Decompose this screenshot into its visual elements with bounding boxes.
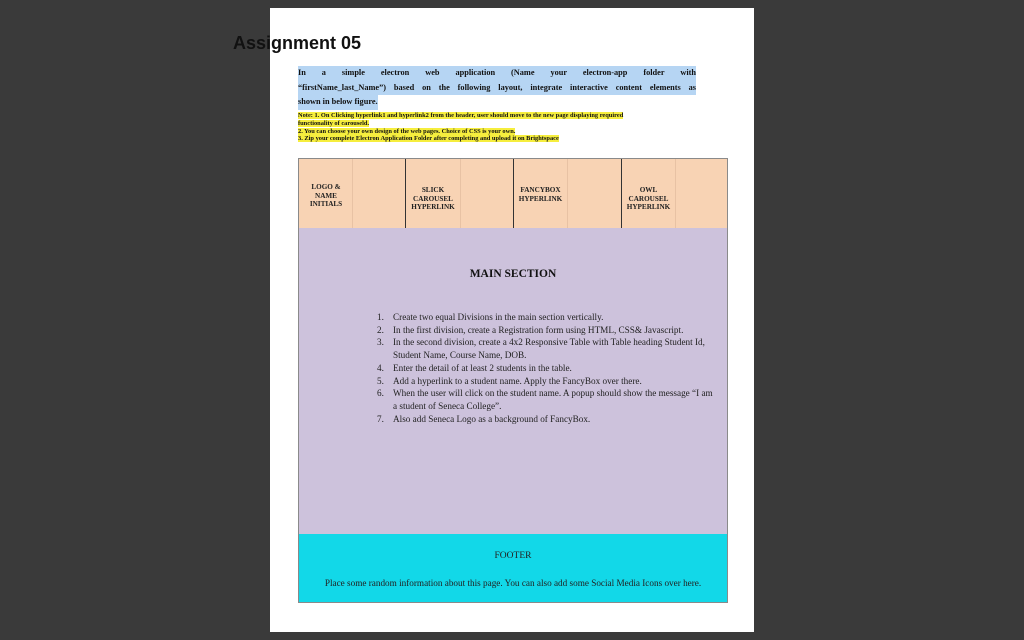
notes-block [298, 112, 708, 143]
header-slick-line: SLICK [421, 186, 445, 194]
footer-text: Place some random information about this page. You can also add some Social Media Icons over here. [324, 578, 702, 588]
footer-title: FOOTER [494, 551, 532, 561]
list-item-number: 5. [377, 375, 384, 386]
list-item-number: 4. [377, 362, 384, 373]
header-divider [460, 159, 461, 228]
list-item-number: 3. [377, 337, 384, 348]
list-item-text: Add a hyperlink to a student name. Apply the FancyBox over there. [393, 375, 642, 386]
header-owl-line: CAROUSEL [628, 194, 669, 203]
list-item-text: Also add Seneca Logo as a background of FancyBox. [393, 413, 591, 424]
note-line: Note: 1. On Clicking hyperlink1 and hyperlink2 from the header, user should move to the new page displaying required [298, 112, 624, 119]
note-line: functionality of carouseld. [298, 119, 370, 127]
list-item-text: In the second division, create a 4x2 Responsive Table with Table heading Student Id, Student Name, Course Name, DOB. [393, 337, 705, 361]
list-item-number: 2. [377, 324, 384, 335]
header-slick-line: HYPERLINK [411, 203, 455, 212]
list-item [377, 324, 717, 337]
list-item [377, 387, 717, 412]
header-slick-carousel-link [407, 186, 459, 212]
header-fancybox-line: HYPERLINK [518, 194, 563, 203]
list-item-number: 7. [377, 413, 384, 424]
instructions-list [377, 311, 717, 425]
header-divider [352, 159, 353, 228]
intro-line: “firstName_last_Name”) based on the following layout, integrate interactive content elements as [298, 81, 696, 96]
note-line: 2. You can choose your own design of the web pages. Choice of CSS is your own. [298, 127, 516, 135]
list-item [377, 336, 717, 361]
header-owl-line: OWL [639, 186, 658, 194]
main-section-title: MAIN SECTION [469, 268, 557, 280]
layout-main-section [299, 228, 727, 534]
list-item [377, 375, 717, 388]
header-logo-line: LOGO & [311, 183, 341, 191]
list-item-number: 1. [377, 312, 384, 322]
intro-line: In a simple electron web application (Name your electron-app folder with [298, 66, 696, 81]
header-slick-line: CAROUSEL [413, 194, 453, 203]
header-logo-initials [305, 183, 347, 209]
list-item-text: Create two equal Divisions in the main section vertically. [393, 312, 604, 322]
header-divider [405, 159, 406, 228]
header-owl-line: HYPERLINK [626, 203, 671, 212]
layout-footer [299, 534, 727, 602]
intro-paragraph [298, 66, 696, 110]
layout-header [299, 159, 727, 228]
list-item-text: In the first division, create a Registration form using HTML, CSS& Javascript. [393, 324, 684, 335]
header-logo-line: INITIALS [309, 200, 343, 209]
note-line: 3. Zip your complete Electron Application Folder after completing and upload it on Brightspace [298, 135, 559, 143]
header-logo-line: NAME [315, 191, 337, 200]
list-item-text: Enter the detail of at least 2 students in the table. [393, 362, 572, 373]
list-item [377, 413, 717, 426]
header-divider [675, 159, 676, 228]
header-fancybox-link [513, 186, 568, 203]
header-owl-carousel-link [622, 186, 675, 212]
document-title: Assignment 05 [232, 33, 362, 53]
list-item-text: When the user will click on the student name. A popup should show the message “I am a student of Seneca College”. [393, 388, 713, 411]
list-item [377, 362, 717, 375]
header-fancybox-line: FANCYBOX [520, 186, 561, 194]
intro-line: shown in below figure. [298, 95, 378, 110]
list-item-number: 6. [377, 388, 384, 399]
list-item [377, 311, 717, 324]
layout-figure [298, 158, 728, 603]
